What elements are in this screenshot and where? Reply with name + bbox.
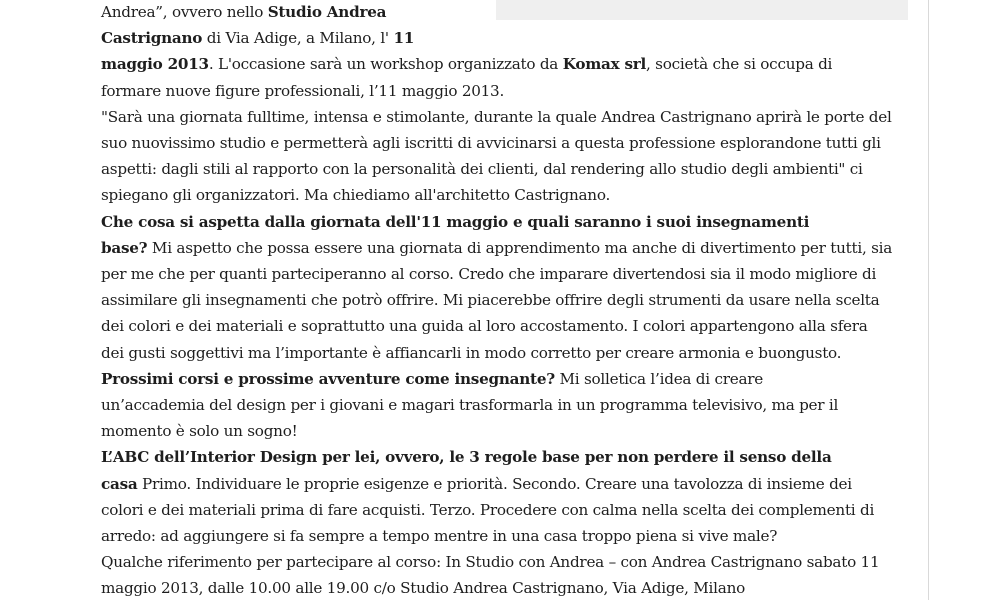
bold-text: Komax srl — [562, 55, 647, 74]
article-line — [101, 523, 913, 549]
article-line — [101, 444, 913, 470]
body-text: dei colori e dei materiali e soprattutto una guida al loro accostamento. I colori appartengono alla sfera — [101, 317, 868, 336]
body-text: , società che si occupa di — [646, 55, 833, 74]
body-text: formare nuove figure professionali, l’11 maggio 2013. — [101, 81, 505, 100]
article-line — [101, 25, 913, 51]
body-text: "Sarà una giornata fulltime, intensa e stimolante, durante la quale Andrea Castrignano aprirà le porte del — [101, 107, 892, 126]
bold-text: base? — [101, 238, 148, 257]
article-line — [101, 78, 913, 104]
article-line — [101, 182, 913, 208]
body-text: suo nuovissimo studio e permetterà agli iscritti di avvicinarsi a questa professione esplorandone tutti gli — [101, 134, 881, 153]
bold-text: Studio Andrea — [267, 3, 387, 21]
bold-text: L’ABC dell’Interior Design per lei, ovvero, le 3 regole base per non perdere il senso della — [101, 448, 832, 467]
bold-text: Che cosa si aspetta dalla giornata dell'11 maggio e quali saranno i suoi insegnamenti — [101, 212, 810, 231]
article-line — [101, 392, 913, 418]
body-text: aspetti: dagli stili al rapporto con la personalità dei clienti, dal rendering allo studio degli ambienti" ci — [101, 160, 863, 179]
article-body — [101, 0, 913, 602]
body-text: Andrea”, ovvero nello — [101, 3, 268, 21]
article-line — [101, 418, 913, 444]
body-text: Mi solletica l’idea di creare — [554, 369, 764, 388]
article-line — [101, 549, 913, 575]
article-line — [101, 51, 913, 77]
article-line — [101, 0, 913, 25]
bold-text: 11 — [393, 29, 415, 48]
body-text: arredo: ad aggiungere si fa sempre a tempo mentre in una casa troppo piena si vive male? — [101, 527, 778, 546]
article-line — [101, 471, 913, 497]
article-line — [101, 340, 913, 366]
body-text: assimilare gli insegnamenti che potrò offrire. Mi piacerebbe offrire degli strumenti da usare nella scelta — [101, 291, 880, 310]
body-text: Mi aspetto che possa essere una giornata di apprendimento ma anche di divertimento per tutti, sia — [147, 238, 893, 257]
bold-text: Prossimi corsi e prossime avventure come insegnante? — [101, 369, 555, 388]
article-line — [101, 497, 913, 523]
article-line — [101, 209, 913, 235]
article-line — [101, 313, 913, 339]
bold-text: maggio 2013 — [101, 55, 209, 74]
body-text: momento è solo un sogno! — [101, 422, 298, 441]
article-line — [101, 104, 913, 130]
body-text: Qualche riferimento per partecipare al corso: In Studio con Andrea – con Andrea Castrignano sabato 11 — [101, 553, 880, 572]
article-line — [101, 575, 913, 601]
body-text: colori e dei materiali prima di fare acquisti. Terzo. Procedere con calma nella scelta dei complementi di — [101, 500, 875, 519]
body-text: un’accademia del design per i giovani e magari trasformarla in un programma televisivo, ma per il — [101, 396, 839, 415]
article-line — [101, 366, 913, 392]
article-line — [101, 156, 913, 182]
body-text: di Via Adige, a Milano, l' — [202, 29, 394, 48]
body-text: dei gusti soggettivi ma l’importante è affiancarli in modo corretto per creare armonia e buongusto. — [101, 343, 842, 362]
bold-text: casa — [101, 474, 138, 493]
article-line — [101, 287, 913, 313]
body-text: spiegano gli organizzatori. Ma chiediamo all'architetto Castrignano. — [101, 186, 611, 205]
bold-text: Castrignano — [101, 29, 203, 48]
body-text: . L'occasione sarà un workshop organizzato da — [208, 55, 563, 74]
body-text: per me che per quanti parteciperanno al corso. Credo che imparare divertendosi sia il modo migliore di — [101, 265, 877, 284]
body-text: Primo. Individuare le proprie esigenze e priorità. Secondo. Creare una tavolozza di insieme dei — [137, 474, 852, 493]
body-text: maggio 2013, dalle 10.00 alle 19.00 c/o Studio Andrea Castrignano, Via Adige, Milano — [101, 579, 746, 598]
column-divider — [928, 0, 929, 600]
article-line — [101, 130, 913, 156]
article-line — [101, 235, 913, 261]
article-line — [101, 261, 913, 287]
